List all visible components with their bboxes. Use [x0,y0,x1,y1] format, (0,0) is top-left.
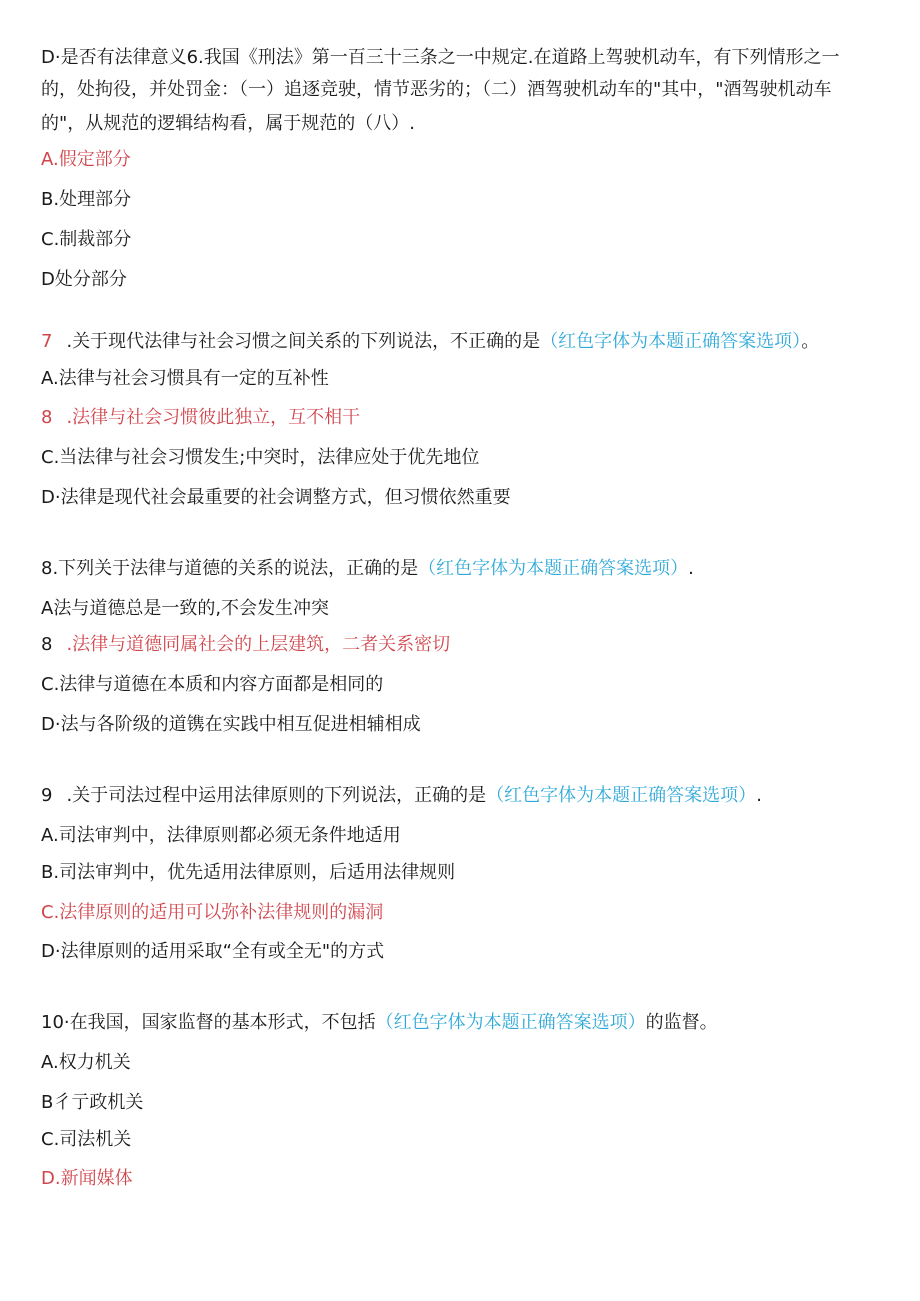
q9-stem-text: .关于司法过程中运用法律原则的下列说法，正确的是 [66,785,487,806]
q10-hint: （红色字体为本题正确答案选项） [375,1012,646,1033]
q10-stem [41,1011,718,1035]
q8-hint: （红色字体为本题正确答案选项） [418,558,689,579]
q7-stem [41,330,819,354]
q7-tail: 。 [801,331,820,352]
q7-option-b-text: .法律与社会习惯彼此独立，互不相干 [66,407,361,428]
q6-option-d: D处分部分 [41,269,127,290]
q6-stem-line-2: 的，处拘役，并处罚金：（一）追逐竞驶，情节恶劣的；（二）酒驾驶机动车的"其中，"酒驾驶机动车 [41,79,832,100]
q7-option-c: C.当法律与社会习惯发生;中突时，法律应处于优先地位 [41,447,480,468]
q6-option-c: C.制裁部分 [41,229,132,250]
q9-option-c-correct: C.法律原则的适用可以弥补法律规则的漏洞 [41,902,384,923]
q6-option-a-correct: A.假定部分 [41,149,131,170]
q9-stem [41,784,762,808]
q9-option-d: D·法律原则的适用采取“全有或全无"的方式 [41,941,385,962]
q10-option-d-correct: D.新闻媒体 [41,1168,133,1189]
q8-option-b-correct [41,633,450,657]
q9-number: 9 [41,785,53,806]
q8-option-b-text: .法律与道德同属社会的上层建筑，二者关系密切 [66,634,451,655]
q8-option-a: A法与道德总是一致的,不会发生冲突 [41,598,330,619]
q10-option-c: C.司法机关 [41,1129,132,1150]
q9-option-b: B.司法审判中，优先适用法律原则，后适用法律规则 [41,862,456,883]
q7-option-a: A.法律与社会习惯具有一定的互补性 [41,368,329,389]
q6-option-b: B.处理部分 [41,189,132,210]
q10-option-b: B彳亍政机关 [41,1092,144,1113]
q7-number: 7 [41,331,53,352]
q8-option-b-number: 8 [41,634,53,655]
q9-tail: . [756,785,762,806]
q7-option-b-number: 8 [41,407,53,428]
q8-option-d: D·法与各阶级的道镌在实践中相互促进相辅相成 [41,714,421,735]
q7-hint: （红色字体为本题正确答案选项） [540,331,802,352]
q10-tail: 的监督。 [645,1012,718,1033]
q10-option-a: A.权力机关 [41,1052,131,1073]
q10-stem-text: 10·在我国，国家监督的基本形式，不包括 [41,1012,376,1033]
q9-hint: （红色字体为本题正确答案选项） [486,785,757,806]
q8-option-c: C.法律与道德在本质和内容方面都是相同的 [41,674,384,695]
q8-stem-text: 8.下列关于法律与道德的关系的说法，正确的是 [41,558,419,579]
q9-option-a: A.司法审判中，法律原则都必须无条件地适用 [41,825,401,846]
q7-option-b-correct [41,406,360,430]
q8-tail: . [688,558,694,579]
q6-stem-line-3: 的"，从规范的逻辑结构看，属于规范的（八）. [41,113,415,134]
q7-stem-text: .关于现代法律与社会习惯之间关系的下列说法，不正确的是 [66,331,541,352]
q7-option-d: D·法律是现代社会最重要的社会调整方式，但习惯依然重要 [41,487,511,508]
q6-stem-line-1: D·是否有法律意义6.我国《刑法》第一百三十三条之一中规定.在道路上驾驶机动车，有下列情形之一 [41,47,840,68]
q8-stem [41,557,694,581]
